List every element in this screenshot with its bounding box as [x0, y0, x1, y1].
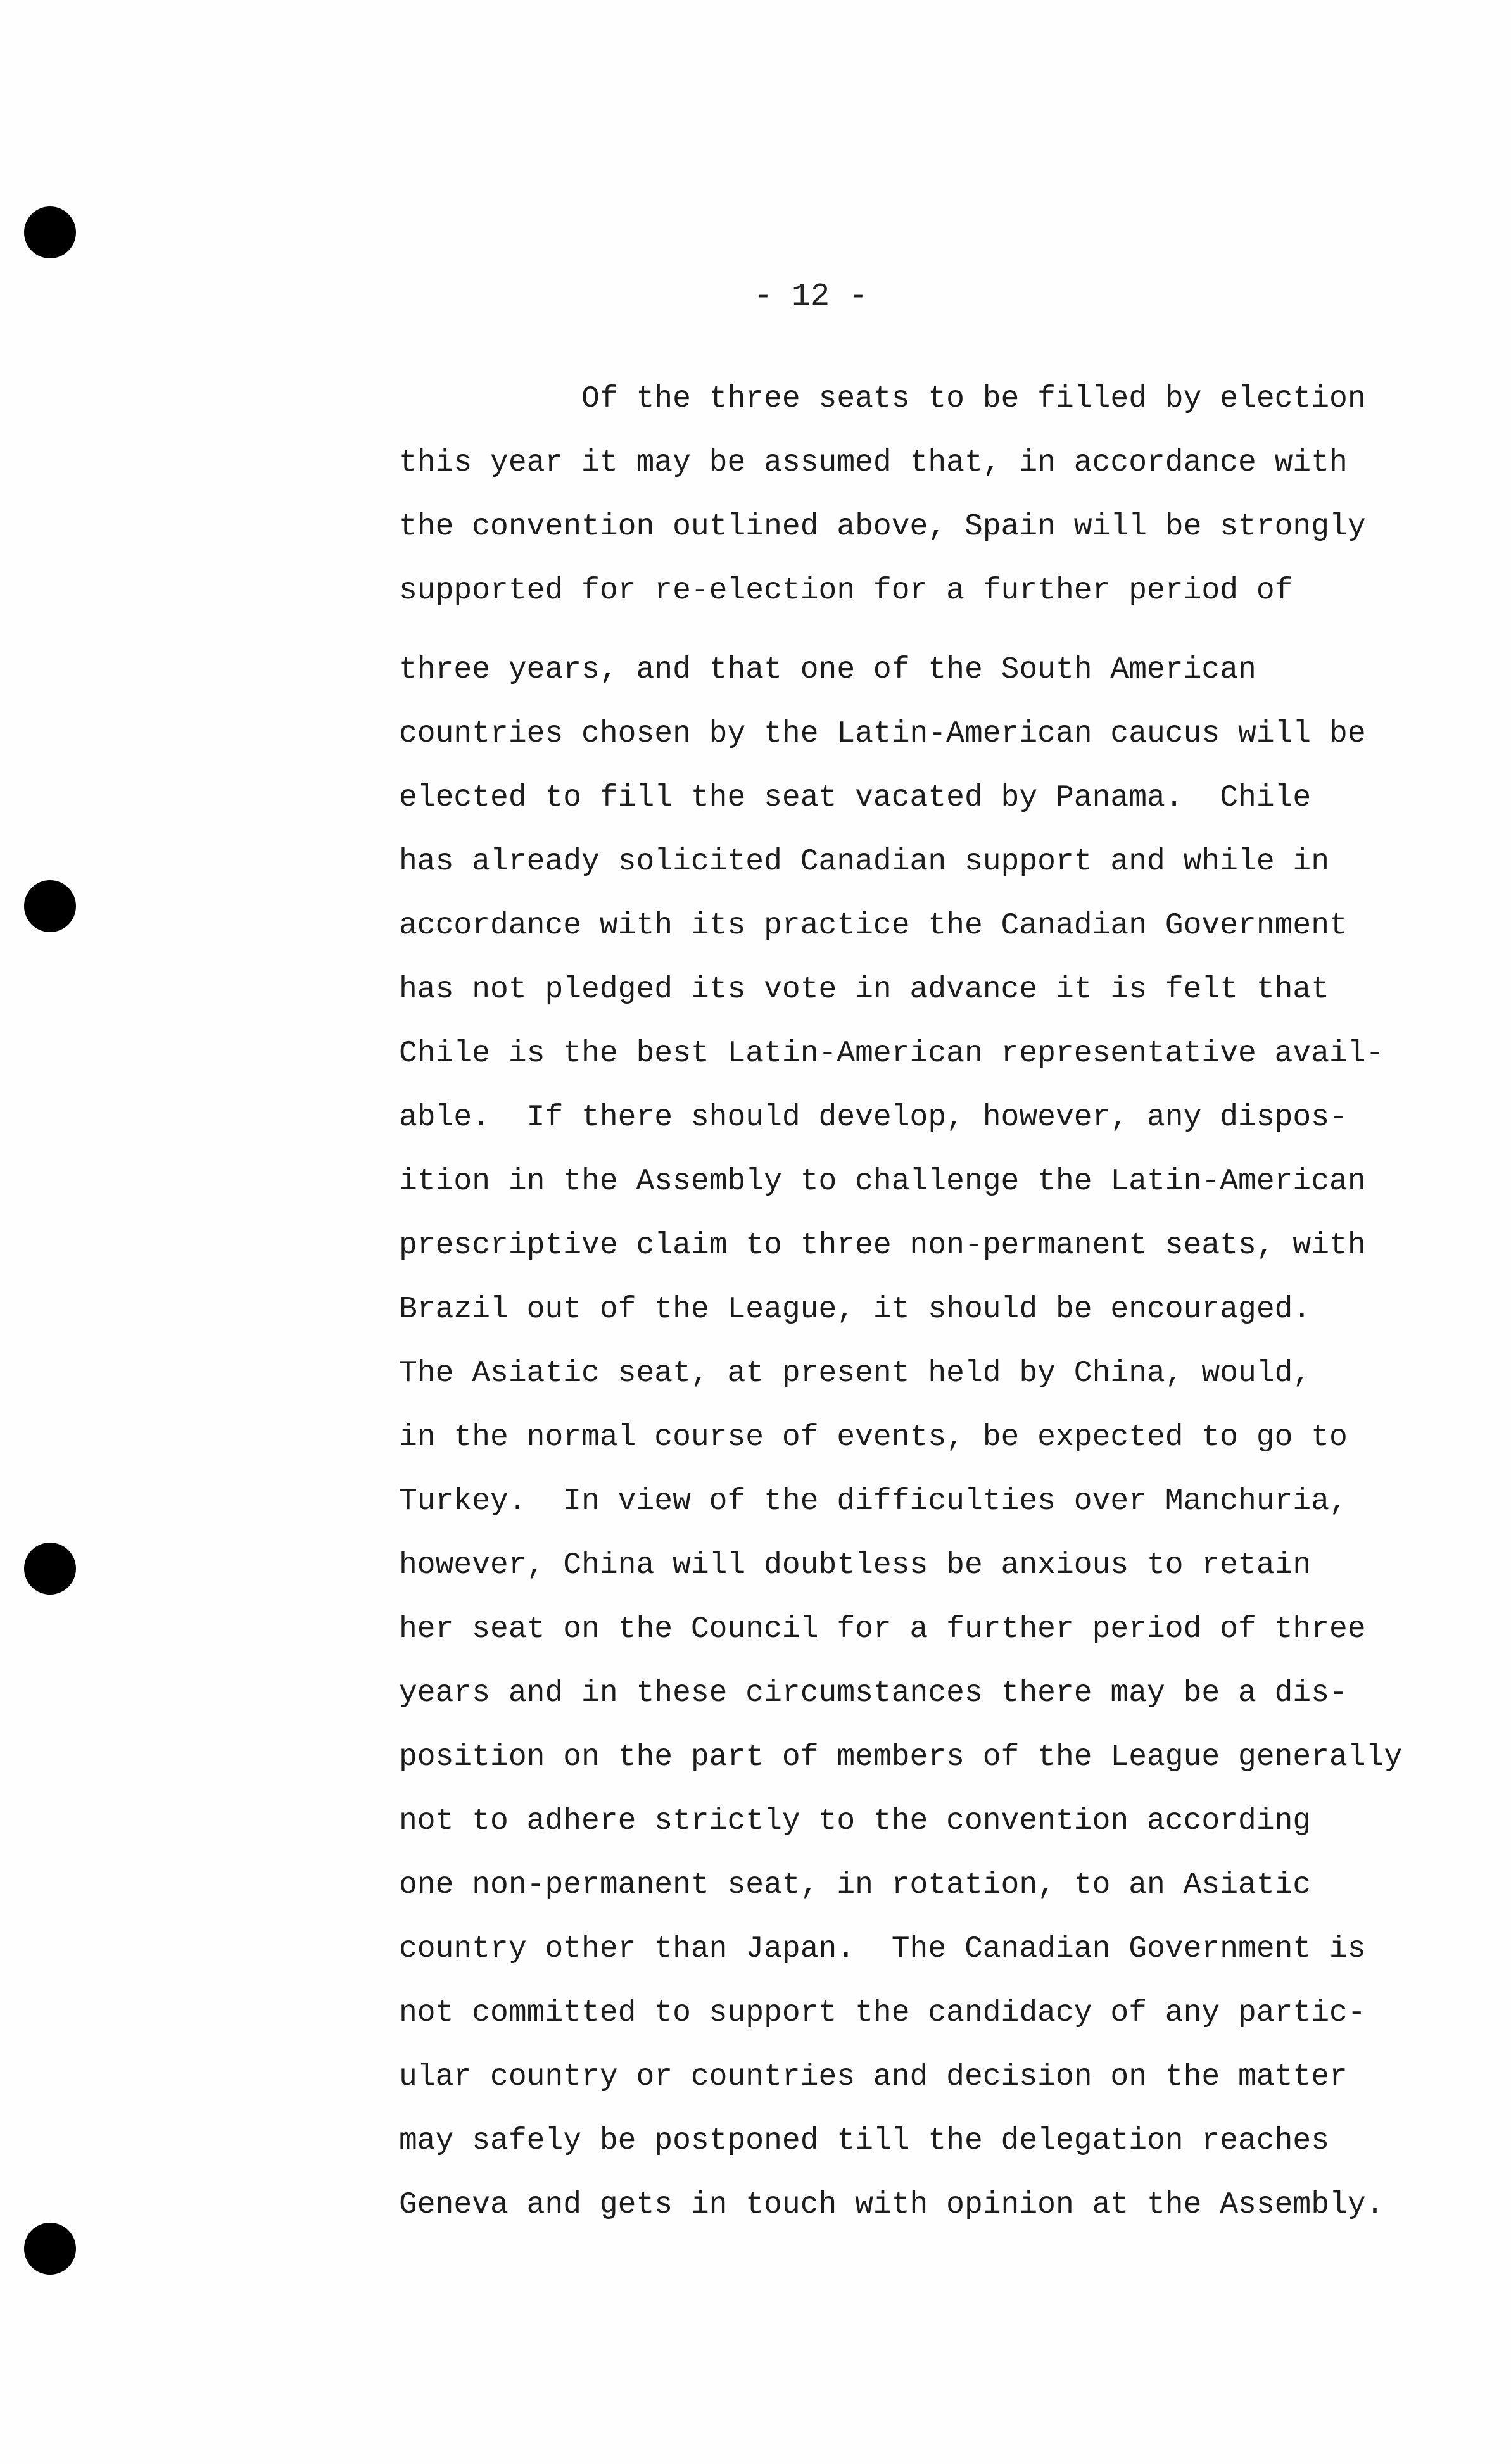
- text-line: years and in these circumstances there may be a dis-: [399, 1676, 1348, 1710]
- punch-hole-3: [24, 1543, 76, 1595]
- text-line: in the normal course of events, be expected to go to: [399, 1420, 1348, 1455]
- text-line: not to adhere strictly to the convention according: [399, 1804, 1312, 1838]
- text-line: supported for re-election for a further period of: [399, 574, 1293, 608]
- text-line: The Asiatic seat, at present held by China, would,: [399, 1356, 1312, 1391]
- text-line: has already solicited Canadian support and while in: [399, 845, 1330, 879]
- text-line: country other than Japan. The Canadian Government is: [399, 1932, 1366, 1966]
- text-line: Turkey. In view of the difficulties over Manchuria,: [399, 1484, 1348, 1519]
- text-line: three years, and that one of the South American: [399, 653, 1256, 687]
- page-number: - 12 -: [754, 279, 868, 315]
- punch-hole-4: [24, 2223, 76, 2275]
- text-line: this year it may be assumed that, in accordance with: [399, 446, 1348, 480]
- text-line: position on the part of members of the League generally: [399, 1740, 1403, 1774]
- body-text: [399, 367, 1495, 2237]
- text-line: ular country or countries and decision on the matter: [399, 2060, 1348, 2094]
- text-line: may safely be postponed till the delegation reaches: [399, 2124, 1330, 2158]
- text-line: Of the three seats to be filled by election: [399, 382, 1366, 416]
- text-line: the convention outlined above, Spain will be strongly: [399, 510, 1366, 544]
- text-line: her seat on the Council for a further period of three: [399, 1612, 1366, 1646]
- text-line: able. If there should develop, however, any dispos-: [399, 1101, 1348, 1135]
- punch-hole-1: [24, 206, 76, 258]
- text-line: elected to fill the seat vacated by Panama. Chile: [399, 781, 1312, 815]
- text-line: accordance with its practice the Canadian Government: [399, 909, 1348, 943]
- text-line: one non-permanent seat, in rotation, to an Asiatic: [399, 1868, 1312, 1902]
- text-line: prescriptive claim to three non-permanent seats, with: [399, 1229, 1366, 1263]
- text-line: Brazil out of the League, it should be encouraged.: [399, 1292, 1312, 1327]
- text-line: countries chosen by the Latin-American caucus will be: [399, 717, 1366, 751]
- text-line: Geneva and gets in touch with opinion at the Assembly.: [399, 2188, 1384, 2222]
- text-line: has not pledged its vote in advance it is felt that: [399, 973, 1330, 1007]
- text-line: however, China will doubtless be anxious to retain: [399, 1548, 1312, 1583]
- punch-hole-2: [24, 880, 76, 932]
- text-line: ition in the Assembly to challenge the Latin-American: [399, 1165, 1366, 1199]
- text-line: not committed to support the candidacy of any partic-: [399, 1996, 1366, 2030]
- text-line: Chile is the best Latin-American representative avail-: [399, 1037, 1384, 1071]
